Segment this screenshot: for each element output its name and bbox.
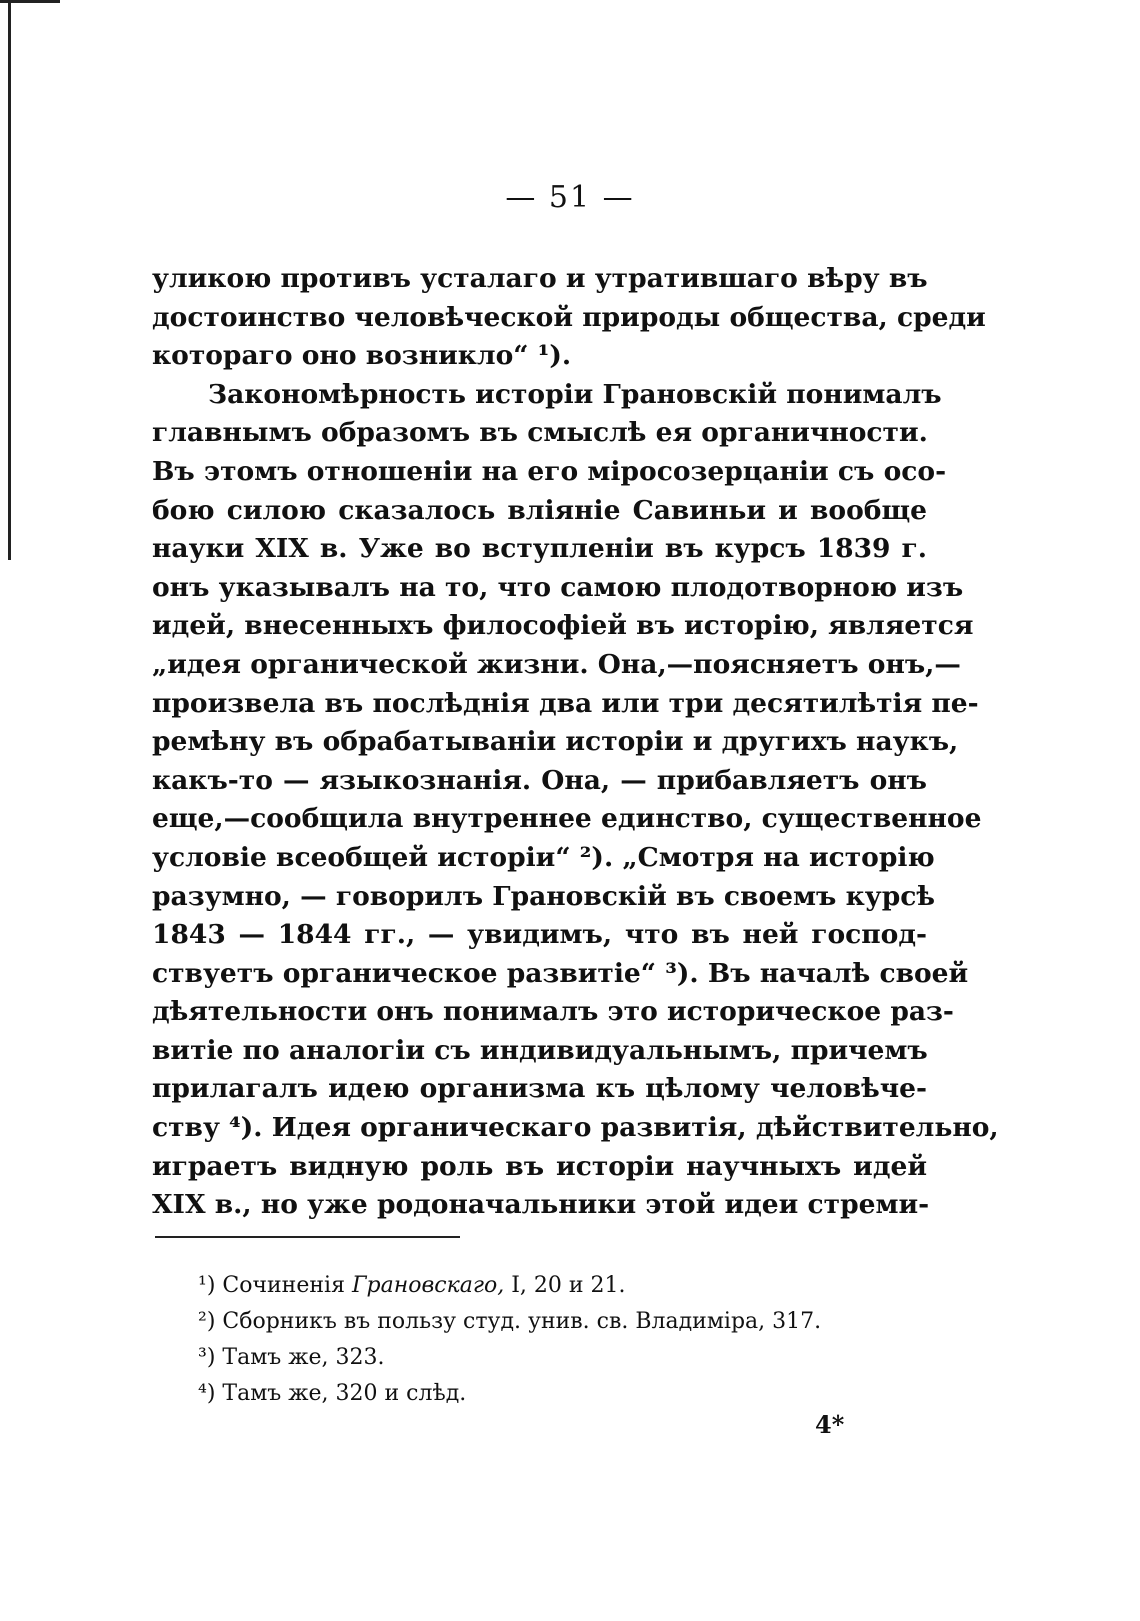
footnote-4 — [198, 1376, 958, 1412]
text-line: произвела въ послѣднія два или три десятилѣтія пе- — [152, 687, 979, 719]
text-line: разумно, — говорилъ Грановскій въ своемъ курсѣ — [152, 880, 935, 912]
text-line: еще,—сообщила внутреннее единство, существенное — [152, 803, 982, 835]
text-line: идей, внесенныхъ философіей въ исторію, является — [152, 610, 974, 642]
text-line: играетъ видную роль въ исторіи научныхъ идей — [152, 1150, 927, 1182]
text-line: Въ этомъ отношеніи на его міросозерцаніи съ осо- — [152, 455, 947, 487]
text-line: главнымъ образомъ въ смыслѣ ея органичности. — [152, 417, 928, 449]
text-line: Закономѣрность исторіи Грановскій понималъ — [208, 378, 942, 410]
text-line: достоинство человѣческой природы общества, среди — [152, 301, 986, 333]
footnote-text: Сборникъ въ пользу студ. унив. св. Владиміра, 317. — [215, 1309, 822, 1334]
footnote-text: Тамъ же, 323. — [215, 1345, 385, 1370]
text-line: „идея органической жизни. Она,—поясняетъ онъ,— — [152, 648, 961, 680]
text-line: дѣятельности онъ понималъ это историческое раз- — [152, 996, 954, 1028]
text-line: науки XIX в. Уже во вступленіи въ курсъ 1839 г. — [152, 533, 927, 565]
footnote-text: Тамъ же, 320 и слѣд. — [215, 1381, 467, 1406]
text-line: уликою противъ усталаго и утратившаго вѣру въ — [152, 263, 928, 294]
footnote-marker: ²) — [198, 1309, 216, 1334]
signature-mark: 4* — [815, 1410, 845, 1439]
footnote-3 — [198, 1340, 958, 1376]
footnote-2 — [198, 1304, 958, 1340]
text-line: котораго оно возникло“ ¹). — [152, 340, 572, 372]
text-line: ству ⁴). Идея органическаго развитія, дѣйствительно, — [152, 1112, 999, 1144]
main-text — [152, 260, 999, 1225]
footnote-marker: ⁴) — [198, 1381, 216, 1406]
text-line: витіе по аналогіи съ индивидуальнымъ, причемъ — [152, 1034, 928, 1066]
footnote-divider — [155, 1236, 460, 1238]
footnote-italic: Грановскаго, — [351, 1273, 505, 1298]
footnote-text: Сочиненія — [215, 1273, 352, 1298]
footnote-text: I, 20 и 21. — [504, 1273, 626, 1298]
footnote-marker: ¹) — [198, 1273, 216, 1298]
footnote-marker: ³) — [198, 1345, 216, 1370]
text-line: условіе всеобщей исторіи“ ²). „Смотря на исторію — [152, 841, 935, 873]
text-line: ствуетъ органическое развитіе“ ³). Въ началѣ своей — [152, 957, 969, 989]
text-line: 1843 — 1844 гг., — увидимъ, что въ ней господ- — [152, 919, 927, 951]
text-line: бою силою сказалось вліяніе Савиньи и вообще — [152, 494, 927, 526]
page-number: — 51 — — [505, 180, 635, 215]
scan-edge-left — [8, 0, 11, 560]
text-line: XIX в., но уже родоначальники этой идеи стреми- — [152, 1189, 930, 1221]
footnote-1 — [198, 1268, 958, 1304]
text-line: какъ-то — языкознанія. Она, — прибавляетъ онъ — [152, 764, 927, 796]
text-line: ремѣну въ обрабатываніи исторіи и другихъ наукъ, — [152, 726, 959, 758]
text-line: прилагалъ идею организма къ цѣлому человѣче- — [152, 1073, 927, 1105]
text-line: онъ указывалъ на то, что самою плодотворною изъ — [152, 571, 964, 603]
footnotes — [198, 1268, 958, 1412]
